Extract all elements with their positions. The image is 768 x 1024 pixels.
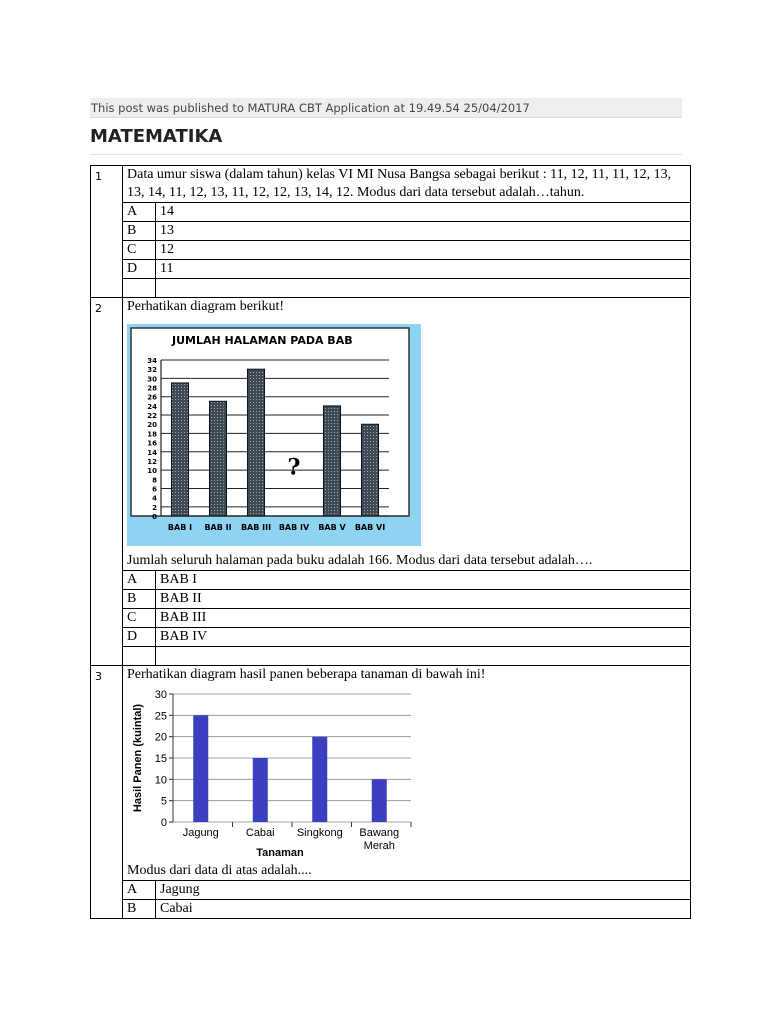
y-tick-label: 20 xyxy=(154,731,167,744)
option-text: Jagung xyxy=(156,881,691,900)
y-tick-label: 34 xyxy=(147,357,157,365)
question-followup: Modus dari data di atas adalah.... xyxy=(127,863,312,878)
question-stem: Perhatikan diagram berikut! xyxy=(127,299,285,314)
chart-title: JUMLAH HALAMAN PADA BAB xyxy=(172,334,353,347)
y-tick-label: 10 xyxy=(154,774,167,787)
question-followup: Jumlah seluruh halaman pada buku adalah 166. Modus dari data tersebut adalah…. xyxy=(127,553,593,568)
option-letter: B xyxy=(123,900,156,919)
bar xyxy=(312,737,327,822)
y-tick-label: 18 xyxy=(147,430,157,439)
bar xyxy=(172,383,189,516)
y-tick-label: 5 xyxy=(160,795,167,808)
x-tick-label: Cabai xyxy=(245,827,275,839)
option-row xyxy=(91,203,691,222)
option-letter: C xyxy=(123,609,156,628)
x-tick-label: BAB III xyxy=(240,523,272,532)
option-row xyxy=(91,628,691,647)
y-axis-label: Hasil Panen (kuintal) xyxy=(132,703,144,813)
pages-per-chapter-chart xyxy=(127,324,421,546)
question-row-3 xyxy=(91,666,691,881)
y-tick-label: 20 xyxy=(147,421,157,430)
option-text: BAB IV xyxy=(156,628,691,647)
unknown-marker: ? xyxy=(287,454,301,481)
option-text: BAB III xyxy=(156,609,691,628)
option-text: BAB I xyxy=(156,571,691,590)
y-tick-label: 14 xyxy=(147,448,157,457)
harvest-chart xyxy=(127,688,417,860)
option-text: Cabai xyxy=(156,900,691,919)
x-tick-label: BAB V xyxy=(318,523,346,532)
question-row-2 xyxy=(91,298,691,571)
option-letter: B xyxy=(123,590,156,609)
y-tick-label: 26 xyxy=(147,393,157,402)
y-tick-label: 30 xyxy=(147,375,157,384)
y-tick-label: 4 xyxy=(152,494,157,503)
option-letter: A xyxy=(123,203,156,222)
question-stem: Perhatikan diagram hasil panen beberapa tanaman di bawah ini! xyxy=(127,667,486,682)
y-tick-label: 28 xyxy=(147,384,157,393)
y-tick-label: 10 xyxy=(147,467,157,476)
bar xyxy=(372,779,387,822)
bar xyxy=(253,758,268,822)
option-letter: A xyxy=(123,571,156,590)
question-number: 1 xyxy=(91,166,123,298)
option-row xyxy=(91,881,691,900)
y-tick-label: 32 xyxy=(147,366,157,375)
blank-row xyxy=(91,647,691,666)
publish-banner: This post was published to MATURA CBT Application at 19.49.54 25/04/2017 xyxy=(90,98,682,118)
page-title: MATEMATIKA xyxy=(90,126,223,147)
option-text: 11 xyxy=(156,260,691,279)
option-text: BAB II xyxy=(156,590,691,609)
option-row xyxy=(91,571,691,590)
y-tick-label: 25 xyxy=(154,710,167,723)
option-row xyxy=(91,590,691,609)
option-row xyxy=(91,260,691,279)
option-letter: A xyxy=(123,881,156,900)
y-tick-label: 2 xyxy=(152,503,157,512)
option-row xyxy=(91,241,691,260)
x-tick-label: BAB II xyxy=(204,523,232,532)
blank-row xyxy=(91,279,691,298)
title-divider xyxy=(90,154,682,155)
bar xyxy=(248,369,265,516)
y-tick-label: 12 xyxy=(147,457,157,466)
option-text: 12 xyxy=(156,241,691,260)
option-text: 14 xyxy=(156,203,691,222)
x-axis-label: Tanaman xyxy=(256,847,304,859)
bar xyxy=(362,424,379,516)
bar xyxy=(324,406,341,516)
option-letter: D xyxy=(123,260,156,279)
questions-table xyxy=(90,165,691,919)
option-letter: B xyxy=(123,222,156,241)
y-tick-label: 8 xyxy=(152,476,157,485)
x-tick-label: Bawang xyxy=(359,827,400,839)
question-number: 3 xyxy=(91,666,123,919)
bar xyxy=(210,401,227,516)
question-stem: Data umur siswa (dalam tahun) kelas VI MI Nusa Bangsa sebagai berikut : 11, 12, 11, 11, 12, 13, 13, 14, 11, 12, 13, 11, 12, 12, 13, 14, 12. Modus dari data tersebut adalah…tahun. xyxy=(123,166,691,203)
y-tick-label: 30 xyxy=(154,689,167,701)
x-tick-label: Merah xyxy=(363,840,395,852)
x-tick-label: Jagung xyxy=(182,827,219,839)
y-tick-label: 6 xyxy=(152,485,157,494)
y-tick-label: 0 xyxy=(152,513,157,521)
option-row xyxy=(91,900,691,919)
option-row xyxy=(91,222,691,241)
option-letter: D xyxy=(123,628,156,647)
x-tick-label: BAB IV xyxy=(278,523,310,532)
y-tick-label: 15 xyxy=(154,753,167,765)
x-tick-label: BAB I xyxy=(167,523,193,532)
y-tick-label: 0 xyxy=(160,817,167,829)
option-letter: C xyxy=(123,241,156,260)
option-row xyxy=(91,609,691,628)
option-text: 13 xyxy=(156,222,691,241)
y-tick-label: 24 xyxy=(147,402,157,411)
y-tick-label: 16 xyxy=(147,439,157,448)
question-number: 2 xyxy=(91,298,123,666)
y-tick-label: 22 xyxy=(147,412,157,421)
x-tick-label: BAB VI xyxy=(354,523,386,532)
x-tick-label: Singkong xyxy=(296,827,343,839)
bar xyxy=(193,715,208,822)
question-row-1 xyxy=(91,166,691,203)
